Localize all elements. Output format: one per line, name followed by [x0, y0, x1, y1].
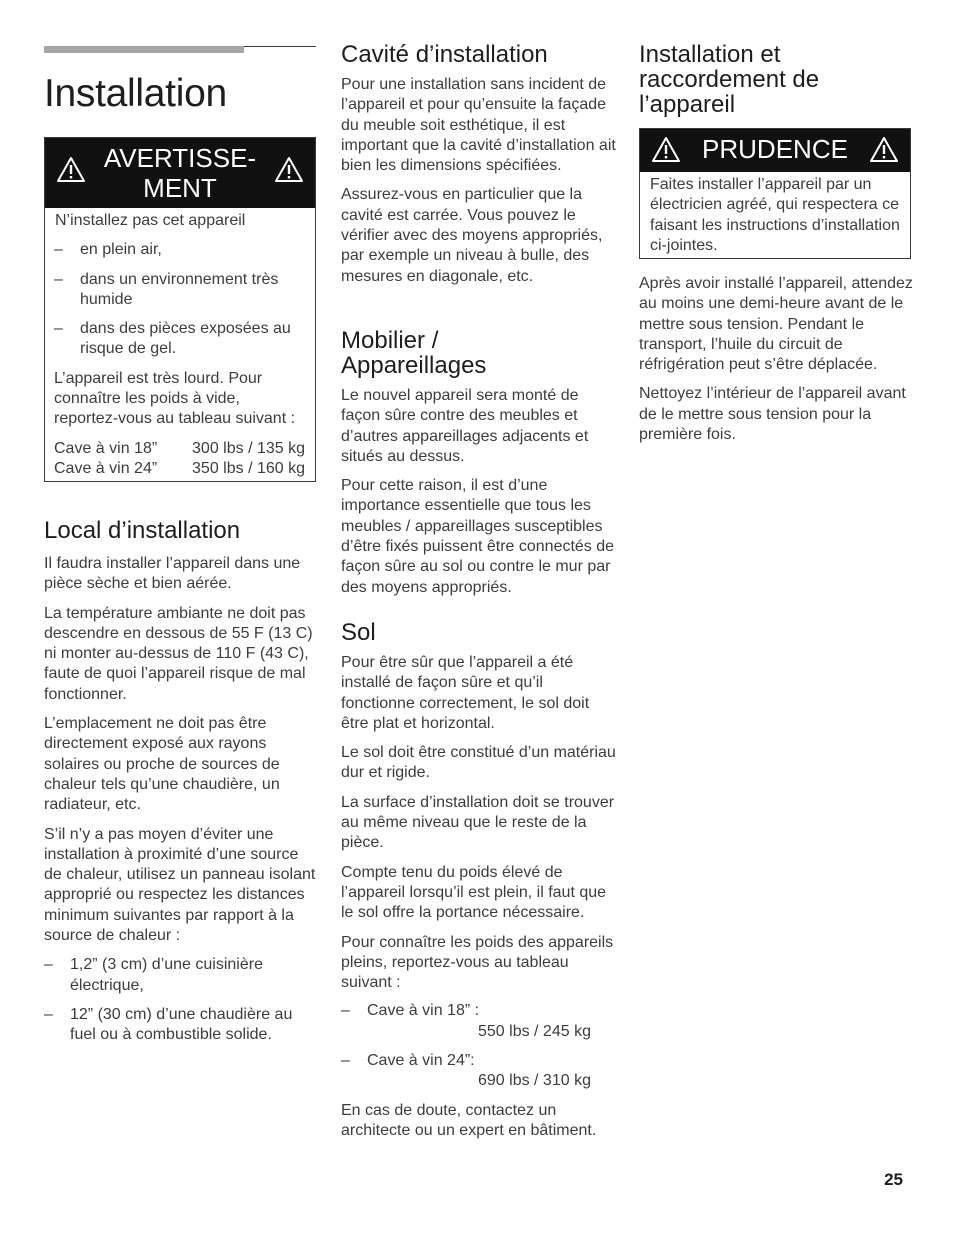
list-item: – 1,2” (3 cm) d’une cuisinière électrique, [44, 955, 316, 996]
section-heading: Local d’installation [44, 517, 241, 544]
section-raccordement-body [639, 274, 914, 445]
warning-triangle-icon [274, 156, 304, 183]
list-item-value: 690 lbs / 310 kg [478, 1072, 591, 1090]
warning-title-line1: AVERTISSE- [103, 143, 257, 173]
caution-text: Faites installer l’appareil par un électricien agréé, qui respectera ce faisant les instructions d’installation ci-jointes. [650, 176, 900, 254]
section-heading [639, 42, 914, 117]
section-heading-line2: raccordement de [639, 66, 820, 93]
weight-table-row [54, 439, 305, 459]
weight-table-value: 300 lbs / 135 kg [192, 439, 305, 457]
weight-table-label: Cave à vin 18” [54, 439, 158, 457]
paragraph: L’emplacement ne doit pas être directement exposé aux rayons solaires ou proche de sources de chaleur tels qu’une chaudière, un radiateur, etc. [44, 715, 280, 814]
paragraph: Pour une installation sans incident de l’appareil et pour qu’ensuite la façade du meuble soit esthétique, il est important que la cavité d’installation ait bien les dimensions spécifiées. [341, 76, 616, 175]
paragraph: Pour cette raison, il est d’une importance essentielle que tous les meubles / appareillages susceptibles d’être fixés puissent être connectés de façon sûre au sol ou contre le mur par des moyens appropriés. [341, 477, 615, 596]
section-heading [341, 328, 616, 378]
paragraph: S’il n’y a pas moyen d’éviter une installation à proximité d’une source de chaleur, utilisez un panneau isolant approprié ou respectez les distances minimum suivantes par rapport à la source de chaleur : [44, 825, 316, 945]
page-number: 25 [884, 1170, 903, 1189]
warning-header [45, 138, 315, 208]
paragraph: Le sol doit être constitué d’un matériau dur et rigide. [341, 744, 616, 782]
warning-title [85, 143, 275, 203]
section-heading-line1: Installation et [639, 41, 781, 68]
weight-table-label: Cave à vin 24” [54, 459, 158, 477]
paragraph: En cas de doute, contactez un architecte ou un expert en bâtiment. [341, 1101, 597, 1139]
weight-table-value: 350 lbs / 160 kg [192, 459, 305, 477]
paragraph: Compte tenu du poids élevé de l’appareil lorsqu’il est plein, il faut que le sol offre la portance nécessaire. [341, 863, 607, 922]
caution-box [639, 128, 911, 259]
paragraph: Pour être sûr que l’appareil a été installé de façon sûre et qu’il fonctionne correctement, le sol doit être plat et horizontal. [341, 654, 590, 732]
warning-item: – dans des pièces exposées au risque de gel. [54, 319, 305, 360]
warning-item: – dans un environnement très humide [54, 270, 305, 311]
list-item-value: 550 lbs / 245 kg [478, 1022, 591, 1040]
list-item: – 12” (30 cm) d’une chaudière au fuel ou à combustible solide. [44, 1005, 316, 1046]
list-item-label: – Cave à vin 18” : [367, 1002, 480, 1020]
header-rule-thick [44, 46, 244, 53]
warning-body [45, 208, 315, 479]
section-cavite [341, 42, 616, 287]
section-heading-line2: Appareillages [341, 352, 487, 379]
section-raccordement [639, 42, 914, 129]
weight-table-row [54, 459, 305, 479]
paragraph: Pour connaître les poids des appareils pleins, reportez-vous au tableau suivant : [341, 933, 614, 992]
paragraph: La surface d’installation doit se trouver au même niveau que le reste de la pièce. [341, 793, 615, 852]
section-heading-line1: Mobilier / [341, 327, 439, 354]
warning-weight-text: L’appareil est très lourd. Pour connaître les poids à vide, reportez-vous au tableau suivant : [54, 369, 296, 428]
section-heading: Sol [341, 619, 376, 646]
paragraph: Après avoir installé l’appareil, attendez au moins une demi-heure avant de le mettre sous tension. Pendant le transport, l’huile du circuit de réfrigération peut s’être déplacée. [639, 275, 913, 374]
page-title: Installation [44, 72, 227, 115]
paragraph: La température ambiante ne doit pas descendre en dessous de 55 F (13 C) ni monter au-dessus de 110 F (43 C), faute de quoi l’appareil risque de mal fonctionner. [44, 604, 313, 703]
section-heading-line3: l’appareil [639, 91, 736, 118]
header-rule [44, 46, 316, 53]
paragraph: Nettoyez l’intérieur de l’appareil avant de le mettre sous tension pour la première fois. [639, 385, 906, 444]
section-local [44, 518, 316, 1046]
warning-triangle-icon [869, 136, 899, 163]
caution-title: PRUDENCE [702, 134, 848, 164]
section-sol [341, 620, 616, 1141]
list-item [341, 1001, 616, 1042]
caution-header [640, 129, 910, 172]
paragraph: Il faudra installer l’appareil dans une pièce sèche et bien aérée. [44, 555, 301, 593]
warning-item: – en plein air, [54, 240, 305, 260]
warning-triangle-icon [56, 156, 86, 183]
warning-title-line2: MENT [143, 173, 217, 203]
section-heading: Cavité d’installation [341, 41, 548, 68]
section-mobilier [341, 328, 616, 598]
list-item [341, 1051, 616, 1092]
warning-intro: N’installez pas cet appareil [55, 212, 246, 229]
list-item-label: – Cave à vin 24”: [367, 1052, 475, 1070]
warning-triangle-icon [651, 136, 681, 163]
paragraph: Le nouvel appareil sera monté de façon sûre contre des meubles et d’autres appareillages adjacents et situés au dessus. [341, 387, 589, 465]
paragraph: Assurez-vous en particulier que la cavité est carrée. Vous pouvez le vérifier avec des moyens appropriés, par exemple un niveau à bulle, des mesures en diagonale, etc. [341, 186, 603, 285]
warning-box [44, 137, 316, 482]
